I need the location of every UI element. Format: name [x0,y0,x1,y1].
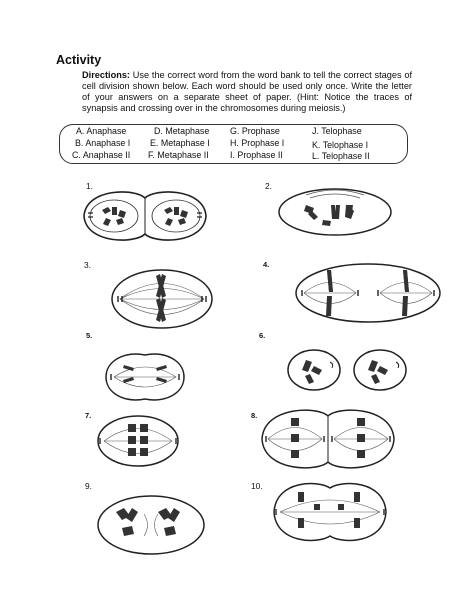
cell-diagram-10 [270,482,390,542]
cell-diagram-7 [96,414,180,468]
cell-diagram-9 [96,494,206,556]
directions-label: Directions: [82,70,130,80]
word-bank-option: I. Prophase II [230,150,283,160]
word-bank-option: D. Metaphase [154,126,210,136]
word-bank-box [59,124,408,164]
word-bank-option: B. Anaphase I [75,138,131,148]
item-number-6: 6. [259,331,266,340]
word-bank-option: J. Telophase [312,126,362,136]
cell-diagram-3 [110,268,214,330]
activity-title: Activity [56,53,102,67]
directions-text: Use the correct word from the word bank to tell the correct stages of cell division shown below. Each word should be used only once. Write the letter of your answers on a separate sheet of paper. (Hint: Notice the traces of synapsis and crossing over in the chromosomes during meiosis.) [82,70,412,113]
cell-diagram-1 [80,190,210,242]
item-number-1: 1. [86,181,93,191]
item-number-10: 10. [251,481,263,491]
item-number-4: 4. [263,260,270,269]
item-number-9: 9. [85,481,92,491]
item-number-8: 8. [251,411,258,420]
directions-paragraph [82,70,412,114]
item-number-3: 3. [84,260,91,270]
word-bank-option: E. Metaphase I [150,138,210,148]
word-bank-option: F. Metaphase II [148,150,209,160]
cell-diagram-5 [104,351,186,403]
item-number-2: 2. [265,181,272,191]
word-bank-option: K. Telophase I [312,140,369,150]
item-number-5: 5. [86,331,93,340]
word-bank-option: H. Prophase I [230,138,285,148]
word-bank-option: L. Telophase II [312,151,370,161]
item-number-7: 7. [85,411,92,420]
cell-diagram-4 [294,262,442,324]
word-bank-option: C. Anaphase II [72,150,131,160]
cell-diagram-2 [276,187,394,237]
cell-diagram-8 [258,408,398,470]
word-bank-option: A. Anaphase [76,126,127,136]
cell-diagram-6 [286,348,410,392]
word-bank-option: G. Prophase [230,126,280,136]
